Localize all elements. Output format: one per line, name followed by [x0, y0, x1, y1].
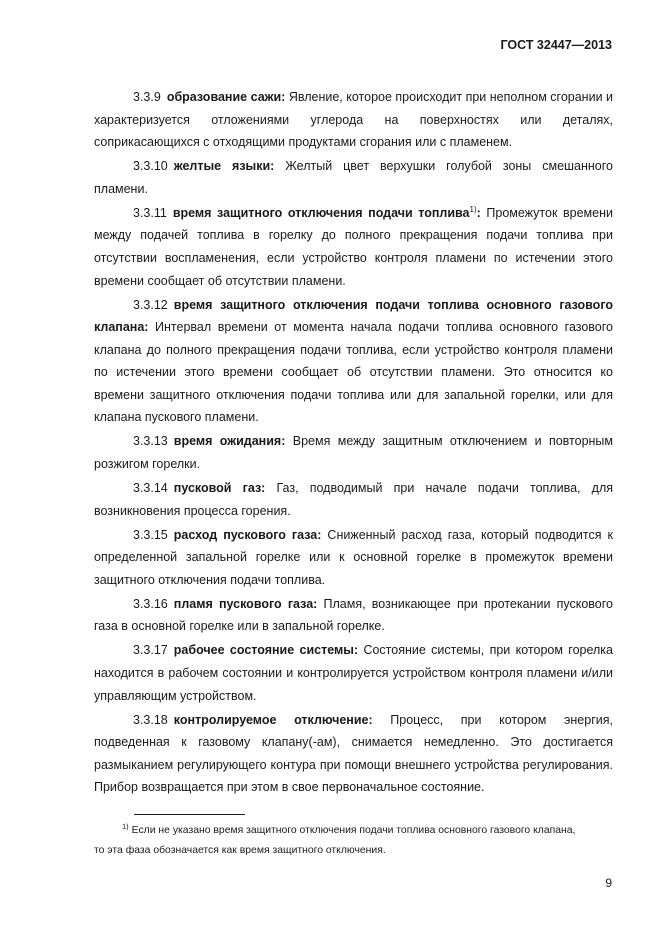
definitions-section — [94, 86, 613, 800]
defined-term: образование сажи: — [166, 90, 286, 104]
definition-3-3-11 — [94, 202, 613, 292]
definition-3-3-14 — [94, 477, 613, 522]
term-colon: : — [476, 205, 481, 220]
definition-text: Процесс, при котором энергия, подведенная к газовому клапану(-ам), снимается немедленно. Это достигается размыканием регулирующего контура при помощи внешнего устройства регулирования. Прибор возвращается при этом в свое первоначальное состояние. — [94, 712, 613, 795]
definition-text: Пламя, возникающее при протекании пускового газа в основной горелке или в запальной горелке. — [94, 596, 613, 634]
defined-term: время защитного отключения подачи топлива — [172, 205, 470, 220]
definition-3-3-9 — [94, 86, 613, 154]
defined-term: расход пускового газа: — [173, 527, 322, 542]
definition-text: Желтый цвет верхушки голубой зоны смешанного пламени. — [94, 159, 613, 196]
clause-number: 3.3.11 — [133, 205, 167, 220]
footnote — [94, 821, 613, 860]
defined-term: пусковой газ: — [173, 481, 266, 496]
document-code-header: ГОСТ 32447—2013 — [500, 38, 612, 52]
definition-text: Промежуток времени между подачей топлива в горелку до полного прекращения подачи топлива при отсутствии воспламенения, если устройство контроля пламени по истечении этого времени сообщает об отсутствии пламени. — [94, 205, 613, 288]
clause-number: 3.3.10 — [133, 159, 168, 174]
clause-number: 3.3.16 — [133, 596, 168, 611]
clause-number: 3.3.18 — [133, 712, 168, 727]
definition-3-3-15 — [94, 524, 613, 592]
definition-3-3-17 — [94, 639, 613, 707]
page-number: 9 — [605, 876, 612, 890]
clause-number: 3.3.15 — [133, 527, 168, 542]
definition-text: Состояние системы, при котором горелка находится в рабочем состоянии и контролируется устройством контроля пламени и/или управляющим устройством. — [94, 643, 613, 703]
footnote-reference: 1) — [469, 204, 477, 214]
footnote-text-1: Если не указано время защитного отключения подачи топлива основного газового клапана, — [131, 825, 576, 836]
definition-text: Интервал времени от момента начала подачи топлива основного газового клапана до полного прекращения подачи топлива, если устройство контроля пламени по истечении этого времени сообщает об отсутствии пламени. Это относится ко времени защитного отключения подачи топлива или для запальной горелки, или для клапана пускового пламени. — [94, 320, 613, 425]
definition-3-3-16 — [94, 593, 613, 638]
defined-term: пламя пускового газа: — [173, 596, 318, 611]
footnote-line-2: то эта фаза обозначается как время защитного отключения. — [94, 844, 386, 856]
definition-text: Газ, подводимый при начале подачи топлива, для возникновения процесса горения. — [94, 481, 614, 518]
defined-term: контролируемое отключение: — [173, 712, 373, 727]
definition-text: Явление, которое происходит при неполном сгорании и характеризуется отложениями углерода на поверхностях или деталях, соприкасающихся с отходящими продуктами сгорания или с пламенем. — [94, 90, 614, 150]
defined-term: рабочее состояние системы: — [173, 643, 359, 658]
clause-number: 3.3.12 — [133, 297, 168, 312]
footnote-separator — [134, 814, 245, 815]
defined-term: время ожидания: — [173, 434, 286, 449]
definition-3-3-12 — [94, 294, 613, 430]
footnote-marker: 1) — [122, 821, 129, 831]
defined-term: желтые языки: — [173, 159, 275, 174]
definition-text: Сниженный расход газа, который подводится к определенной запальной горелке или к основной горелке в промежуток времени защитного отключения подачи топлива. — [94, 527, 613, 587]
clause-number: 3.3.14 — [133, 481, 168, 496]
clause-number: 3.3.13 — [133, 434, 168, 449]
definition-3-3-18 — [94, 709, 613, 799]
defined-term: время защитного отключения подачи топлива основного газового клапана: — [94, 297, 613, 335]
definition-3-3-10 — [94, 155, 613, 200]
footnote-line-1 — [94, 821, 613, 841]
clause-number: 3.3.17 — [133, 643, 168, 658]
definition-text: Время между защитным отключением и повторным розжигом горелки. — [94, 434, 614, 472]
clause-number: 3.3.9 — [133, 90, 161, 104]
definition-3-3-13 — [94, 430, 613, 475]
